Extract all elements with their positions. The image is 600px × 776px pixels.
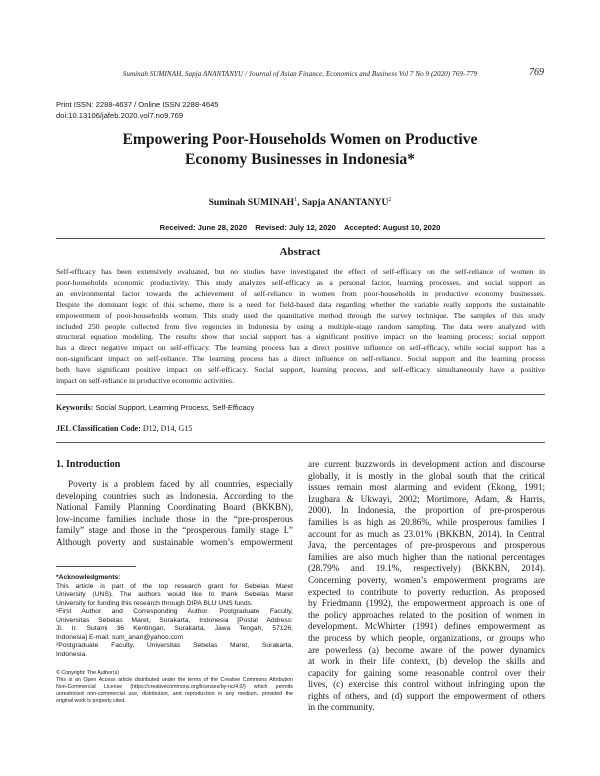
body-line: developing countries such as Indonesia. According to the — [56, 490, 293, 501]
footnote-line: ¹First Author and Corresponding Author. Postgraduate Faculty, — [56, 608, 293, 615]
body-line: lives, (c) exercise this control without infringing upon the — [308, 679, 545, 690]
footnote-line: Universitas Sebelas Maret, Surakarta, Indonesia [Postal Address: — [56, 616, 293, 624]
copyright-line: unrestricted non-commercial use, distribution, and reproduction in any medium, provided the — [56, 690, 293, 697]
body-line: low-income families include those in the “pre-prosperous — [56, 513, 293, 524]
doi-line: doi:10.13106/jafeb.2020.vol7.no9.769 — [56, 111, 184, 120]
footnote-line: Indonesia. — [56, 650, 88, 658]
submission-dates — [60, 223, 540, 232]
body-line: by Friedmann (1992), the empowerment approach is one of — [308, 598, 545, 609]
body-line: families are also much higher than the national percentages — [308, 551, 545, 562]
abstract-line: included 250 people collected from five regencies in Indonesia by using a multiple-stage random sampling. The data were analyzed with — [56, 321, 545, 331]
footnote-line: University (UNS). The authors would like to thank Sebelas Maret — [56, 591, 293, 598]
paper-title — [60, 130, 540, 170]
keywords-line — [56, 403, 254, 412]
intro-left-column — [56, 479, 293, 549]
body-line: family” stage and those in the “prosperous family stage I.” — [56, 525, 293, 536]
abstract-heading: Abstract — [279, 246, 321, 258]
section-heading-introduction: 1. Introduction — [56, 459, 121, 470]
body-line: (28.79% and 19.1%, respectively) (BKKBN, 2014). — [308, 563, 545, 574]
abstract-line: structural equation modeling. The results show that social support has a significant positive impact on the learning process; social support — [56, 332, 545, 342]
issn-line: Print ISSN: 2288-4637 / Online ISSN 2288-4645 — [56, 100, 219, 109]
abstract-line: empowerment of poor-households women. This study used the quantitative method through the survey technique. The samples of this study — [56, 310, 545, 320]
divider-top — [56, 238, 545, 239]
jel-label: JEL Classification Code: — [56, 424, 141, 433]
footnote-line: Indonesia] E-mail: sum_anan@yahoo.com — [56, 633, 184, 641]
footnote-line: University for funding this research through DIPA BLU UNS funds. — [56, 599, 253, 607]
abstract-line: Self-efficacy has been extensively evaluated, but no studies have investigated the effect of self-efficacy on the self-reliance of women in — [56, 267, 545, 276]
divider-body — [56, 442, 545, 443]
abstract-line: both have significant positive impact on self-efficacy. Social support, learning process, and self-efficacy simultaneously have a positive — [56, 365, 545, 375]
footnote-line: This article is part of the top research grant for Sebelas Maret — [56, 582, 293, 590]
jel-line — [56, 424, 192, 433]
title-line-1: Empowering Poor-Households Women on Productive — [122, 131, 478, 148]
abstract-line: has a direct negative impact on self-efficacy. The learning process has a direct positive influence on self-efficacy, while social support has a — [56, 343, 545, 353]
author-1-sup: 1 — [294, 197, 298, 203]
body-line: rights of others, and (d) support the empowerment of others — [308, 690, 545, 701]
author-separator: , — [297, 197, 302, 209]
jel-value: D12, D14, G15 — [142, 424, 193, 433]
author-2-name: Sapja ANANTANYU — [301, 197, 389, 209]
copyright-line: © Copyright: The Author(s) — [56, 670, 119, 676]
footnote-line: Jl. Ir. Sutami 36 Kentingan, Surakarta, Jawa Tengah, 57126, — [56, 625, 293, 632]
body-line: globally, it is mostly in the global south that the critical — [308, 470, 545, 481]
issn-block — [56, 99, 219, 121]
footnote-title: *Acknowledgments: — [56, 574, 121, 581]
abstract-line: poor-households economic productivity. This study analyzes self-efficacy as a personal factor, learning processes, and social support as — [56, 277, 545, 287]
body-line: Izugbara & Ukwayi, 2002; Mortimore, Adam, & Harris, — [308, 493, 545, 504]
body-line: are powerless (a) become aware of the power dynamics — [308, 644, 545, 655]
body-line: Concerning poverty, women’s empowerment programs are — [308, 574, 545, 585]
body-line: issues remain most alarming and evident (Ekong, 1991; — [308, 482, 545, 493]
accepted-date: Accepted: August 10, 2020 — [343, 223, 441, 232]
body-line: capacity for gaining some reasonable control over their — [308, 667, 545, 678]
footnote-rule — [56, 566, 136, 567]
body-line: 2000). In Indonesia, the proportion of pre-prosperous — [308, 505, 545, 516]
footnote-line: ²Postgraduate Faculty, Universitas Sebelas Maret, Surakarta, — [56, 642, 293, 649]
body-line: families is as high as 20.86%, while prosperous families I — [308, 516, 545, 527]
copyright-line: This is an Open Access article distributed under the terms of the Creative Commons Attribution — [56, 676, 293, 683]
body-line: the policy approaches related to the position of women in — [308, 609, 545, 620]
body-line: the process by which people, organizations, or groups who — [308, 632, 545, 643]
body-line: National Family Planning Coordinating Board (BKKBN), — [56, 502, 293, 513]
abstract-line: Despite the dominant logic of this scheme, there is a need for field-based data regarding whether the variable really supports the sustainable — [56, 299, 545, 309]
page-number: 769 — [529, 67, 544, 78]
author-1-name: Suminah SUMINAH — [208, 197, 295, 209]
title-line-2: Economy Businesses in Indonesia* — [184, 151, 416, 168]
keywords-label: Keywords: — [56, 403, 94, 412]
keywords-value: Social Support, Learning Process, Self-Efficacy — [95, 403, 255, 412]
copyright-line: original work is properly cited. — [56, 697, 126, 704]
abstract-line: an environmental factor towards the achievement of self-reliance in women from poor-households in productive economy businesses. — [56, 288, 545, 298]
copyright-line: Non-Commercial License (https://creativecommons.org/licenses/by-nc/4.0/) which permits — [56, 683, 293, 690]
received-date: Received: June 28, 2020 — [159, 223, 248, 232]
body-line: expected to contribute to poverty reduction. As proposed — [308, 586, 545, 597]
body-line: Poverty is a problem faced by all countries, especially — [68, 479, 293, 489]
body-line: are current buzzwords in development action and discourse — [308, 459, 545, 469]
footnotes — [56, 574, 293, 659]
body-line: Although poverty and sustainable women’s empowerment — [56, 536, 293, 547]
body-line: Java, the percentages of pre-prosperous and prosperous — [308, 540, 545, 551]
divider-abstract — [56, 394, 545, 395]
body-line: at work in their life context, (b) develop the skills and — [308, 656, 545, 667]
abstract-body — [56, 267, 545, 387]
abstract-line: impact on self-reliance in productive economic activities. — [56, 376, 234, 386]
body-line: development. McWhirter (1991) defines empowerment as — [308, 621, 545, 632]
copyright-notice — [56, 670, 293, 705]
running-head: Suminah SUMINAH, Sapja ANANTANYU / Journal of Asian Finance, Economics and Business Vol 7 No 9 (2020) 769–779 — [122, 70, 478, 78]
author-2-sup: 2 — [388, 197, 392, 203]
author-line — [60, 197, 540, 208]
revised-date: Revised: July 12, 2020 — [255, 223, 336, 232]
intro-right-column — [308, 459, 545, 714]
abstract-line: non-significant impact on self-reliance. The learning process has a direct influence on self-reliance. Social support and the learning process — [56, 354, 545, 364]
body-line: in the community. — [308, 702, 375, 713]
body-line: account for as much as 23.01% (BKKBN, 2014). In Central — [308, 528, 545, 539]
